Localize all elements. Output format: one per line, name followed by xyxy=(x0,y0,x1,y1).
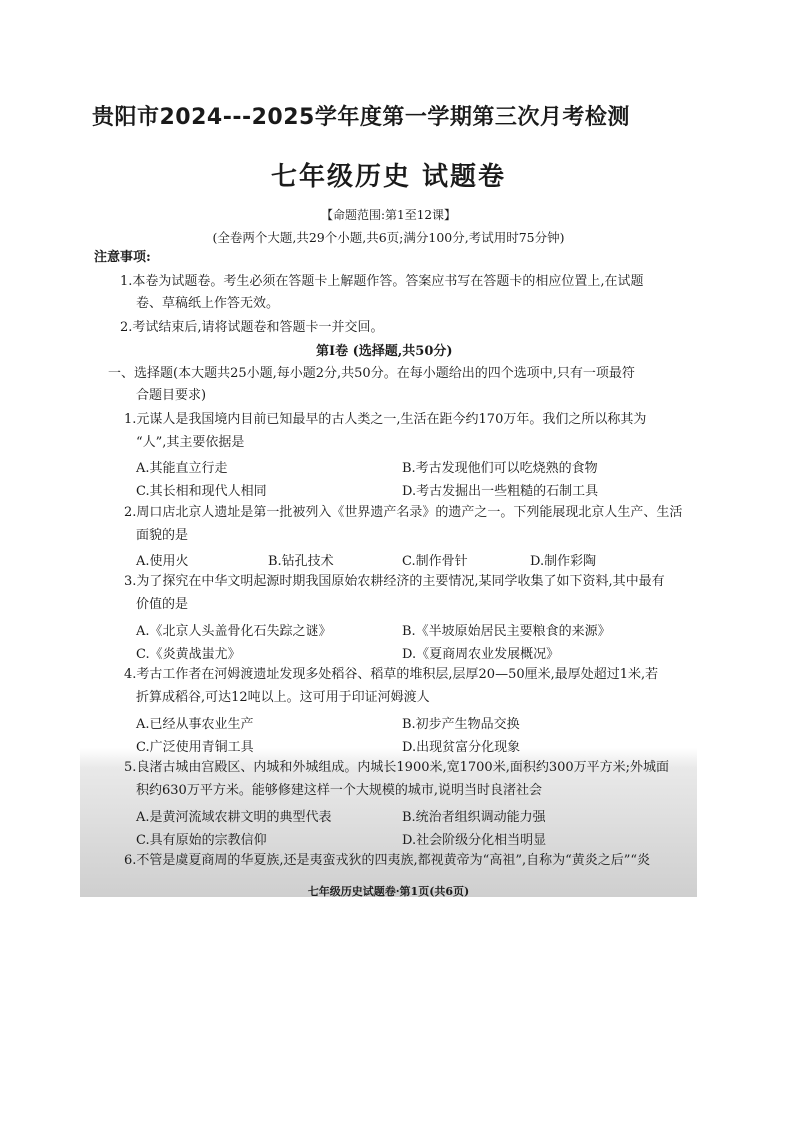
exam-title: 贵阳市2024---2025学年度第一学期第三次月考检测 xyxy=(92,105,630,130)
question-2-option-b: B.钻孔技术 xyxy=(268,554,334,569)
question-5-stem-cont: 积约630万平方米。能够修建这样一个大规模的城市,说明当时良渚社会 xyxy=(136,783,542,798)
question-2-option-d: D.制作彩陶 xyxy=(530,554,597,569)
question-1-stem: 1.元谋人是我国境内目前已知最早的古人类之一,生活在距今约170万年。我们之所以称其为 xyxy=(124,412,647,427)
section-title: 第Ⅰ卷 (选择题,共50分) xyxy=(316,344,453,359)
question-4-stem-cont: 折算成稻谷,可达12吨以上。这可用于印证河姆渡人 xyxy=(136,690,430,705)
question-1-option-b: B.考古发现他们可以吃烧熟的食物 xyxy=(402,461,598,476)
question-5-option-d: D.社会阶级分化相当明显 xyxy=(402,833,547,848)
question-5-option-a: A.是黄河流域农耕文明的典型代表 xyxy=(136,810,332,825)
question-4-option-d: D.出现贫富分化现象 xyxy=(402,740,521,755)
question-3-option-a: A.《北京人头盖骨化石失踪之谜》 xyxy=(136,624,332,639)
question-4-option-b: B.初步产生物品交换 xyxy=(402,717,520,732)
question-1-option-d: D.考古发掘出一些粗糙的石制工具 xyxy=(402,484,599,499)
notice-item-1: 1.本卷为试题卷。考生必须在答题卡上解题作答。答案应书写在答题卡的相应位置上,在试题 xyxy=(120,274,644,289)
question-1-option-a: A.其能直立行走 xyxy=(136,461,228,476)
question-2-stem-cont: 面貌的是 xyxy=(136,528,189,543)
question-2-stem: 2.周口店北京人遗址是第一批被列入《世界遗产名录》的遗产之一。下列能展现北京人生产、生活 xyxy=(124,505,683,520)
section-instructions: 一、选择题(本大题共25小题,每小题2分,共50分。在每小题给出的四个选项中,只有一项最符 xyxy=(108,366,635,381)
question-4-stem: 4.考古工作者在河姆渡遗址发现多处稻谷、稻草的堆积层,层厚20—50厘米,最厚处超过1米,若 xyxy=(124,667,659,682)
notice-item-1-cont: 卷、草稿纸上作答无效。 xyxy=(136,296,280,311)
question-6-stem: 6.不管是虞夏商周的华夏族,还是夷蛮戎狄的四夷族,都视黄帝为“高祖”,自称为“黄炎之后”“炎 xyxy=(124,853,651,868)
notice-heading: 注意事项: xyxy=(94,250,151,265)
scanned-page xyxy=(80,150,697,897)
question-4-option-a: A.已经从事农业生产 xyxy=(136,717,254,732)
notice-item-2: 2.考试结束后,请将试题卷和答题卡一并交回。 xyxy=(120,320,384,335)
question-2-option-c: C.制作骨针 xyxy=(402,554,468,569)
question-4-option-c: C.广泛使用青铜工具 xyxy=(136,740,254,755)
section-instructions-cont: 合题目要求) xyxy=(136,388,207,403)
exam-scope: 【命题范围:第1至12课】 xyxy=(321,208,456,222)
question-1-stem-cont: “人”,其主要依据是 xyxy=(136,435,245,450)
question-3-option-c: C.《炎黄战蚩尤》 xyxy=(136,647,241,662)
question-5-option-c: C.具有原始的宗教信仰 xyxy=(136,833,267,848)
question-3-stem: 3.为了探究在中华文明起源时期我国原始农耕经济的主要情况,某同学收集了如下资料,其中最有 xyxy=(124,574,665,589)
question-2-option-a: A.使用火 xyxy=(136,554,189,569)
exam-info: (全卷两个大题,共29个小题,共6页;满分100分,考试用时75分钟) xyxy=(212,230,565,245)
question-3-option-d: D.《夏商周农业发展概况》 xyxy=(402,647,560,662)
question-3-option-b: B.《半坡原始居民主要粮食的来源》 xyxy=(402,624,611,639)
paper-subtitle: 七年级历史 试题卷 xyxy=(270,162,507,192)
question-1-option-c: C.其长相和现代人相同 xyxy=(136,484,267,499)
question-5-stem: 5.良渚古城由宫殿区、内城和外城组成。内城长1900米,宽1700米,面积约300万平方米;外城面 xyxy=(124,760,670,775)
question-3-stem-cont: 价值的是 xyxy=(136,597,189,612)
page-footer: 七年级历史试题卷·第1页(共6页) xyxy=(307,885,470,897)
question-5-option-b: B.统治者组织调动能力强 xyxy=(402,810,546,825)
